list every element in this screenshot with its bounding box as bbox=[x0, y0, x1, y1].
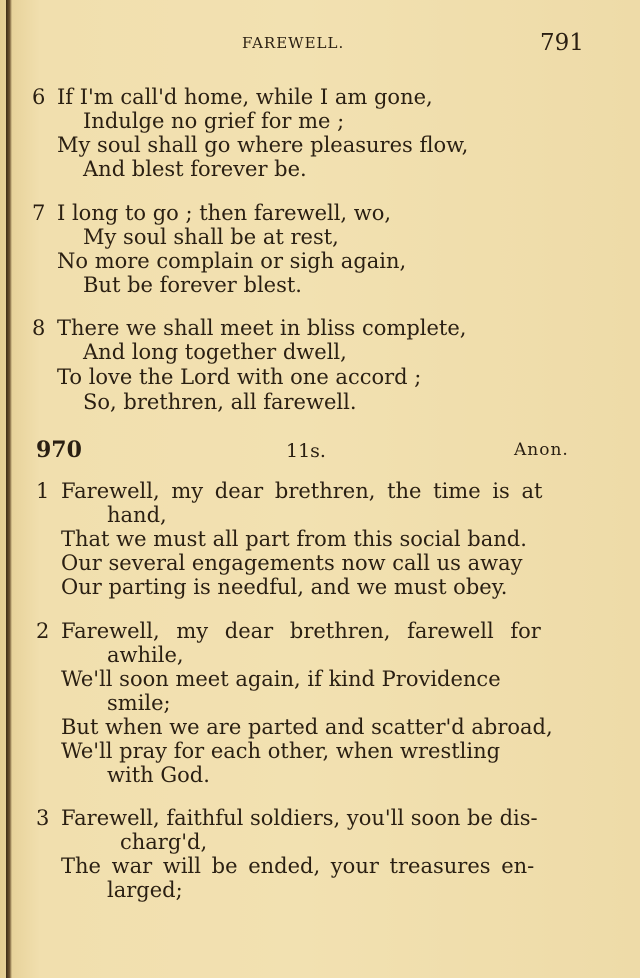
verse-number: 2 bbox=[36, 619, 50, 643]
hymn-meter: 11s. bbox=[286, 440, 326, 462]
verse-line: The war will be ended, your treasures en- bbox=[61, 854, 535, 878]
verse-number: 8 bbox=[32, 316, 46, 340]
hymn-number: 970 bbox=[36, 437, 82, 463]
hymn-author: Anon. bbox=[514, 440, 569, 460]
verse-line: So, brethren, all farewell. bbox=[83, 390, 357, 414]
verse-number: 3 bbox=[36, 806, 50, 830]
verse-number: 7 bbox=[32, 201, 46, 225]
book-spine-shadow bbox=[6, 0, 12, 978]
verse-line: Our parting is needful, and we must obey. bbox=[61, 575, 508, 599]
verse-line: Farewell, my dear brethren, the time is at bbox=[61, 479, 543, 503]
verse-line: I long to go ; then farewell, wo, bbox=[57, 201, 392, 225]
verse-line: Indulge no grief for me ; bbox=[83, 109, 345, 133]
running-head: FAREWELL. bbox=[242, 34, 345, 52]
verse-line: charg'd, bbox=[120, 830, 208, 854]
verse-line: To love the Lord with one accord ; bbox=[57, 365, 422, 389]
verse-line: awhile, bbox=[107, 643, 184, 667]
verse-line: But be forever blest. bbox=[83, 273, 302, 297]
verse-line: My soul shall go where pleasures flow, bbox=[57, 133, 469, 157]
verse-line: If I'm call'd home, while I am gone, bbox=[57, 85, 433, 109]
verse-line: Farewell, faithful soldiers, you'll soon be dis- bbox=[61, 806, 538, 830]
verse-line: with God. bbox=[107, 763, 210, 787]
verse-line: Our several engagements now call us away bbox=[61, 551, 523, 575]
verse-line: But when we are parted and scatter'd abroad, bbox=[61, 715, 553, 739]
verse-line: That we must all part from this social band. bbox=[61, 527, 527, 551]
page-number: 791 bbox=[540, 30, 584, 56]
verse-line: My soul shall be at rest, bbox=[83, 225, 339, 249]
verse-line: And blest forever be. bbox=[83, 157, 307, 181]
verse-line: smile; bbox=[107, 691, 171, 715]
verse-number: 1 bbox=[36, 479, 50, 503]
verse-line: There we shall meet in bliss complete, bbox=[57, 316, 467, 340]
verse-number: 6 bbox=[32, 85, 46, 109]
verse-line: We'll soon meet again, if kind Providence bbox=[61, 667, 501, 691]
verse-line: hand, bbox=[107, 503, 167, 527]
verse-line: Farewell, my dear brethren, farewell for bbox=[61, 619, 541, 643]
verse-line: larged; bbox=[107, 878, 183, 902]
verse-line: We'll pray for each other, when wrestling bbox=[61, 739, 501, 763]
verse-line: And long together dwell, bbox=[83, 340, 347, 364]
verse-line: No more complain or sigh again, bbox=[57, 249, 407, 273]
